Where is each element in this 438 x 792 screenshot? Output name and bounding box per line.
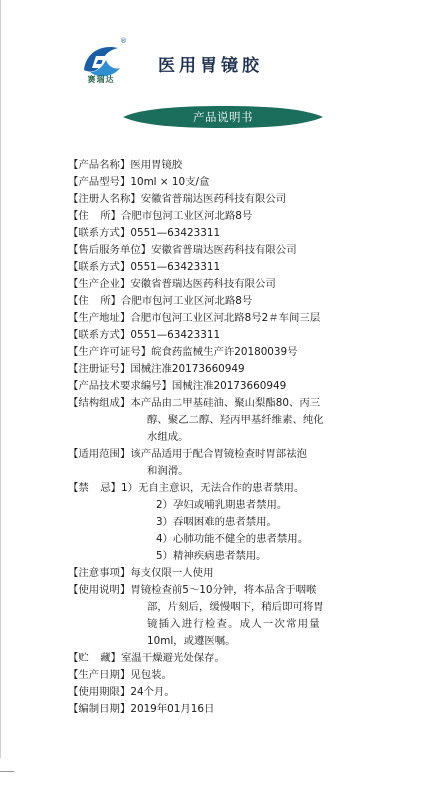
bottom-edge-tick: [0, 771, 14, 772]
spec-row-usage-cont: 10ml，或遵医嘱。: [147, 635, 236, 647]
spec-row-composition: 【结构组成】 本产品由二甲基硅油、聚山梨酯80、丙三: [68, 397, 321, 409]
contraindication-item: 2）孕妇或哺乳期患者禁用。: [156, 499, 288, 511]
spec-row-registration: 【注册证号】 国械注准20173660949: [68, 363, 245, 375]
spec-row-scope: 【适用范围】 该产品适用于配合胃镜检查时胃部祛泡: [68, 448, 307, 460]
registered-mark: ®: [120, 37, 127, 45]
manual-banner-label: 产品说明书: [193, 110, 253, 124]
contraindication-item: 5）精神疾病患者禁用。: [156, 550, 267, 562]
brand-name: 赛瑞达: [87, 75, 115, 84]
spec-row-usage: 【使用说明】 胃镜检查前5～10分钟，将本品含于咽喉: [68, 584, 317, 596]
spec-row-tech-req: 【产品技术要求编号】 国械注准20173660949: [68, 380, 287, 392]
spec-row-usage-cont: 部，片刻后，缓慢咽下，稍后即可将胃: [147, 601, 324, 613]
left-edge-line: [0, 0, 1, 758]
spec-row-scope-cont: 和润滑。: [147, 465, 189, 477]
spec-row-product-name: 【产品名称】 医用胃镜胶: [68, 159, 183, 171]
spec-row-usage-cont: 镜插入进行检查。成人一次常用量: [147, 618, 321, 630]
contraindication-item: 4）心肺功能不健全的患者禁用。: [156, 533, 309, 545]
spec-row-compile-date: 【编制日期】 2019年01月16日: [68, 703, 215, 715]
spec-row-contraindications: 【禁 忌】 1）无自主意识，无法合作的患者禁用。: [68, 482, 305, 494]
spec-row-production-address: 【生产地址】 合肥市包河工业区河北路8号2＃车间三层: [68, 312, 321, 324]
spec-row-service-unit: 【售后服务单位】 安徽省普瑞达医药科技有限公司: [68, 244, 297, 256]
spec-row-registrant: 【注册人名称】 安徽省普瑞达医药科技有限公司: [68, 193, 287, 205]
contraindication-item: 3）吞咽困难的患者禁用。: [156, 516, 277, 528]
spec-row-storage: 【贮 藏】 室温干燥避光处保存。: [68, 652, 225, 664]
spec-row-manufacturer: 【生产企业】 安徽省普瑞达医药科技有限公司: [68, 278, 276, 290]
spec-row-contact: 【联系方式】 0551—63423311: [68, 261, 221, 273]
spec-row-composition-cont: 醇、聚乙二醇、羟丙甲基纤维素、纯化: [147, 414, 324, 426]
spec-row-license: 【生产许可证号】 皖食药监械生产许20180039号: [68, 346, 298, 358]
spec-row-model: 【产品型号】 10ml × 10支/盒: [68, 176, 210, 188]
spec-list: [68, 157, 430, 718]
spec-row-address: 【住 所】 合肥市包河工业区河北路8号: [68, 210, 253, 222]
spec-row-address: 【住 所】 合肥市包河工业区河北路8号: [68, 295, 253, 307]
product-title: 医用胃镜胶: [158, 56, 263, 76]
spec-row-composition-cont: 水组成。: [147, 431, 189, 443]
spec-row-contact: 【联系方式】 0551—63423311: [68, 329, 221, 341]
spec-row-contact: 【联系方式】 0551—63423311: [68, 227, 221, 239]
spec-row-precautions: 【注意事项】 每支仅限一人使用: [68, 567, 214, 579]
spec-row-expiry: 【使用期限】 24个月。: [68, 686, 175, 698]
spec-row-production-date: 【生产日期】 见包装。: [68, 669, 172, 681]
